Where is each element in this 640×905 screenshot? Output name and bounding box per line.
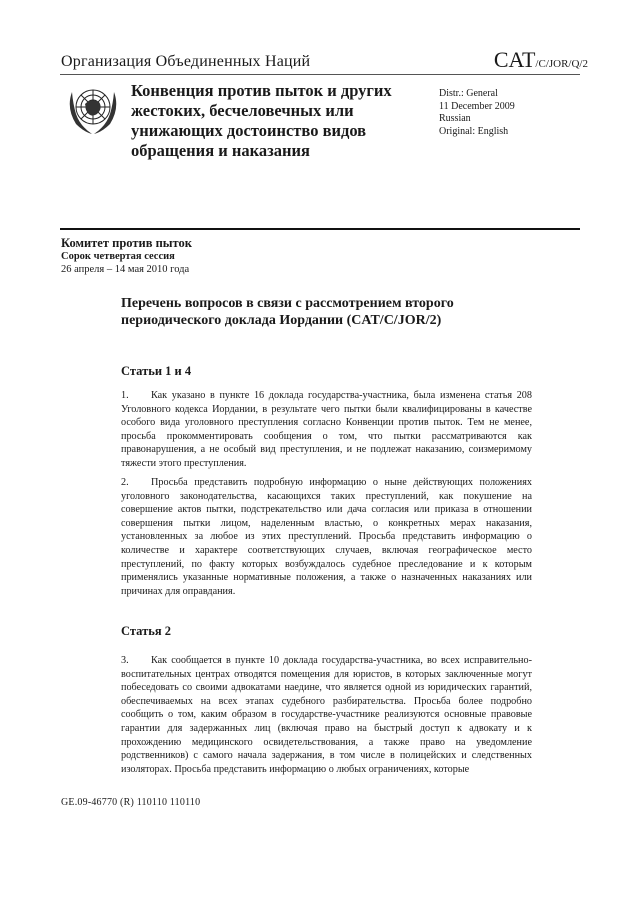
job-number: GE.09-46770 (R) 110110 110110 [61,797,201,808]
paragraph [121,389,532,471]
session-name: Сорок четвертая сессия [61,251,175,262]
session-dates: 26 апреля – 14 мая 2010 года [61,264,190,275]
un-emblem-icon [63,80,123,138]
paragraph-text: Как указано в пункте 16 доклада государства-участника, была изменена статья 208 Уголовного кодекса Иордании, в результате чего пытки были квалифицированы в качестве особого вида уголовного преступления согласно Конвенции против пыток. Тем не менее, просьба прокомментировать сообщения о том, что пытки рассматриваются как правонарушения, а не особый вид преступления, и не подлежат наказанию, соизмеримому тяжести этого преступления. [121,390,532,469]
paragraph [121,476,532,598]
committee-name: Комитет против пыток [61,236,192,250]
issue-date: 11 December 2009 [439,100,515,112]
symbol-main: CAT [493,47,536,72]
convention-title: Конвенция против пыток и других жестоких, бесчеловечных или унижающих достоинство видов обращения и наказания [131,81,392,160]
original-language: Original: English [439,125,509,137]
paragraph-number: 2. [121,477,129,488]
document-title: Перечень вопросов в связи с рассмотрением второго периодического доклада Иордании (CAT/C/JOR/2) [121,296,454,328]
distribution-block [439,88,515,138]
paragraph-text: Как сообщается в пункте 10 доклада государства-участника, во всех исправительно-воспитательных центрах отводятся помещения для юристов, в которых заключенные могут побеседовать со своими адвокатами наедине, что является одной из юридических гарантий, обеспечиваемых на всех этапах судебного разбирательства. Просьба более подробно сообщить о том, каким образом в государстве-участнике реализуются основные правовые гарантии для задержанных лиц (включая право на быстрый доступ к адвокату и к прохождению медицинского освидетельствования, а также право на уведомление родственников) с самого начала задержания, в том числе в полицейских и следственных изоляторах. Просьба представить информацию о любых ограничениях, которые [121,655,532,775]
title-rule [60,228,580,230]
section-heading: Статья 2 [121,624,171,638]
symbol-sub: /C/JOR/Q/2 [535,58,588,70]
document-symbol [494,47,588,73]
language: Russian [439,113,471,124]
header-rule [60,74,580,75]
distribution: Distr.: General [439,88,498,99]
paragraph-number: 1. [121,390,129,401]
committee-block [61,237,192,276]
organization-name: Организация Объединенных Наций [61,53,311,70]
paragraph-number: 3. [121,655,129,666]
section-heading: Статьи 1 и 4 [121,364,192,378]
paragraph [121,654,532,776]
paragraph-text: Просьба представить подробную информацию о ныне действующих положениях уголовного законодательства, касающихся таких преступлений, как покушение на совершение актов пытки, подстрекательство или дача согласия или приказа в отношении совершения пытки лицом, наделенным властью, о конкретных мерах наказания, установленных за любое из этих преступлений. Просьба представить информацию о количестве и характере соответствующих случаев, включая географическое место преступлений, по факту которых возбуждалось судебное преследование и к которым применялись указанные нормативные положения, а также о назначенных наказаниях или причинах для оправдания. [121,477,532,597]
